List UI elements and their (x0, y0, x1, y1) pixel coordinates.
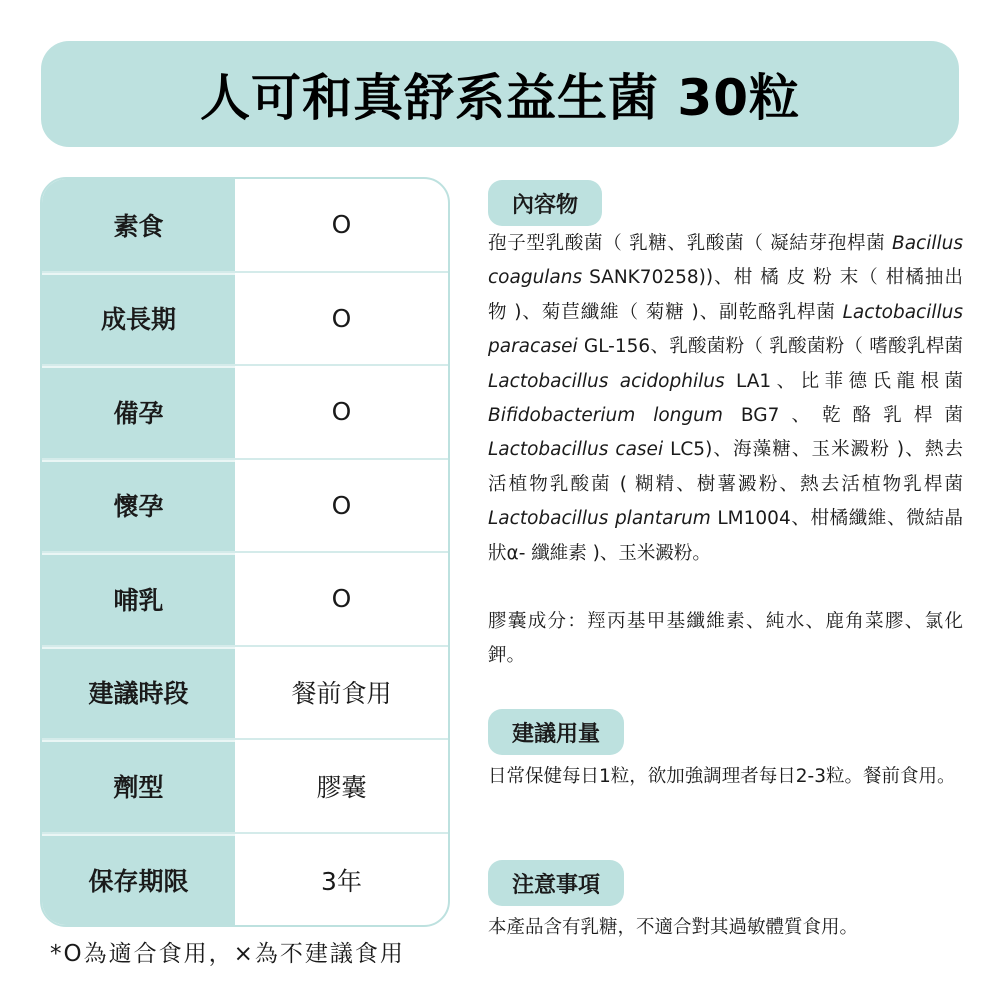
species-name: Lactobacillus paracasei (488, 301, 963, 358)
table-row (42, 366, 448, 460)
row-label-shelf-life: 保存期限 (42, 834, 235, 928)
ingredient-text: SANK70258))、柑 橘 皮 粉 末（ 柑橘抽出物 )、菊苣纖維（ 菊糖 )、副乾酪乳桿菌 (488, 267, 963, 323)
ingredients-body (488, 227, 963, 674)
ingredient-text: LM1004、柑橘纖維、微結晶狀α- 纖維素 )、玉米澱粉。 (488, 508, 963, 564)
row-label-vegetarian: 素食 (42, 179, 235, 271)
title-banner (41, 41, 959, 147)
row-label-timing: 建議時段 (42, 647, 235, 739)
dosage-heading: 建議用量 (488, 709, 624, 755)
ingredients-heading: 內容物 (488, 180, 602, 226)
table-row (42, 740, 448, 834)
table-row (42, 553, 448, 647)
table-row (42, 179, 448, 273)
row-label-growth: 成長期 (42, 273, 235, 365)
table-row (42, 647, 448, 741)
table-footnote: *O為適合食用，×為不建議食用 (50, 941, 405, 967)
species-name: Bacillus coagulans (488, 233, 963, 289)
notice-text: 本產品含有乳糖，不適合對其過敏體質食用。 (488, 917, 859, 938)
species-name: Lactobacillus acidophilus (488, 370, 725, 392)
row-value-timing: 餐前食用 (291, 679, 392, 709)
table-row (42, 834, 448, 928)
species-name: Lactobacillus plantarum (488, 508, 711, 530)
capsule-ingredients-text: 膠囊成分：羥丙基甲基纖維素、純水、鹿角菜膠、氯化鉀。 (488, 611, 963, 667)
paragraph-gap (488, 571, 963, 605)
ingredient-text: LA1、比菲德氏龍根菌 (724, 370, 963, 392)
dosage-text: 日常保健每日1粒，欲加強調理者每日2-3粒。餐前食用。 (488, 766, 956, 787)
row-value-pre-pregnancy: O (331, 397, 352, 427)
species-name: Lactobacillus casei (488, 439, 664, 461)
row-value-form: 膠囊 (316, 772, 367, 802)
row-value-breastfeeding: O (331, 584, 352, 614)
suitability-table (40, 177, 450, 927)
row-value-vegetarian: O (331, 210, 352, 240)
notice-heading: 注意事項 (488, 860, 624, 906)
ingredient-text: GL-156、乳酸菌粉（ 乳酸菌粉（ 嗜酸乳桿菌 (577, 336, 963, 358)
row-label-breastfeeding: 哺乳 (42, 553, 235, 645)
row-value-pregnancy: O (331, 490, 352, 520)
row-value-growth: O (331, 303, 352, 333)
row-label-form: 劑型 (42, 740, 235, 832)
ingredient-text: LC5)、海藻糖、玉米澱粉 )、熱去活植物乳酸菌 ( 糊精、樹薯澱粉、熱去活植物乳桿菌 (488, 439, 963, 495)
row-label-pre-pregnancy: 備孕 (42, 366, 235, 458)
row-label-pregnancy: 懷孕 (42, 460, 235, 552)
row-value-shelf-life: 3年 (321, 867, 362, 897)
table-row (42, 460, 448, 554)
table-row (42, 273, 448, 367)
ingredient-text: 孢子型乳酸菌（ 乳糖、乳酸菌（ 凝結芽孢桿菌 (488, 233, 893, 254)
ingredient-text: BG7、乾酪乳桿菌 (722, 405, 963, 427)
ingredients-text (488, 227, 963, 571)
product-title: 人可和真舒系益生菌 30粒 (200, 69, 800, 127)
species-name: Bifidobacterium longum (488, 405, 723, 427)
